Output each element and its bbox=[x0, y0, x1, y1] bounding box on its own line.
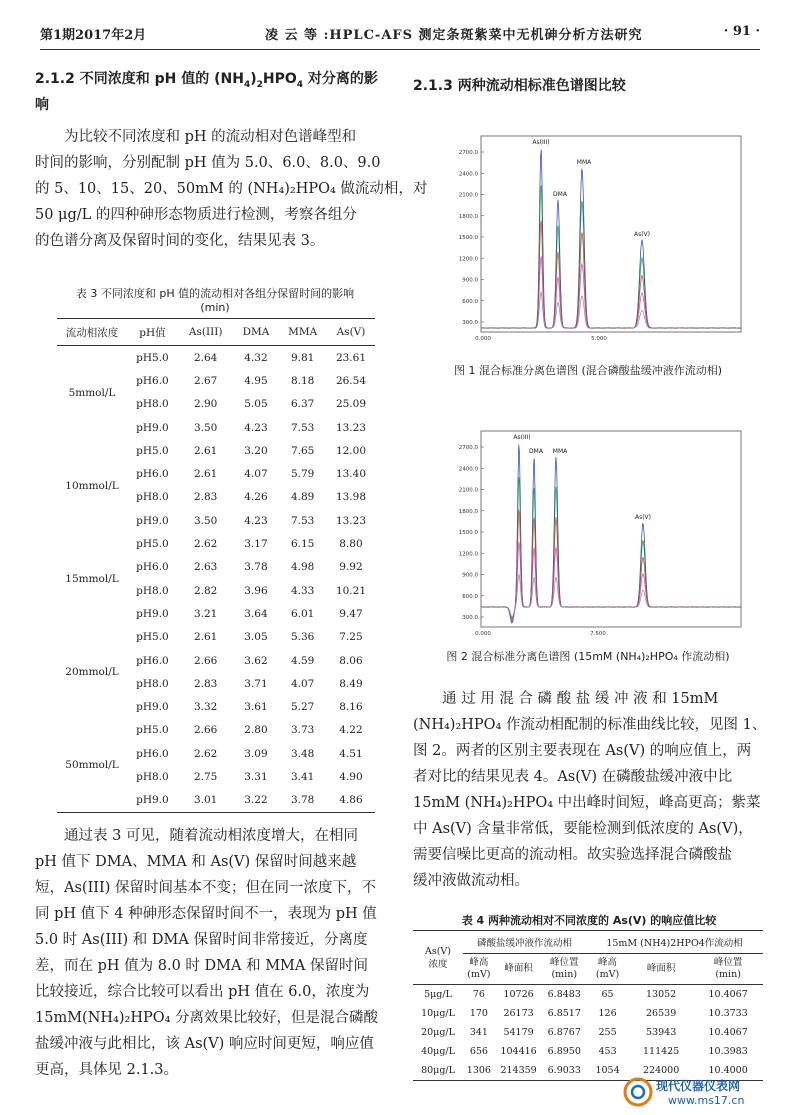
table3-cell: 4.90 bbox=[339, 770, 363, 783]
table3-cell: pH5.0 bbox=[136, 351, 169, 364]
paragraph-1 bbox=[35, 124, 428, 254]
table3-cell: 4.07 bbox=[290, 677, 315, 690]
issue-info: 第1期2017年2月 bbox=[40, 28, 147, 43]
table3-cell: 4.23 bbox=[244, 421, 268, 434]
peak-label: MMA bbox=[552, 448, 568, 455]
y-tick-label: 2100.0 bbox=[458, 487, 478, 494]
table4-cell: 10.3983 bbox=[708, 1046, 748, 1057]
table3-cell: pH5.0 bbox=[136, 538, 169, 551]
table3-conc-cell: 15mmol/L bbox=[65, 572, 119, 585]
table3-row bbox=[57, 626, 375, 649]
table3-cell: pH8.0 bbox=[136, 584, 169, 597]
table3-cell: 2.67 bbox=[193, 374, 218, 387]
table4-cell: 1306 bbox=[466, 1065, 491, 1076]
table4-cell: 656 bbox=[469, 1046, 488, 1057]
series-trace bbox=[481, 292, 741, 328]
table4-cell: 453 bbox=[598, 1046, 617, 1057]
table3-cell: 26.54 bbox=[335, 374, 366, 387]
y-tick-label: 2400.0 bbox=[458, 171, 478, 178]
table3-cell: 2.66 bbox=[193, 724, 218, 737]
paragraph-line: 的 5、10、15、20、50mM 的 (NH₄)₂HPO₄ 做流动相，对 bbox=[35, 181, 428, 197]
table3-cell: 2.62 bbox=[193, 747, 218, 760]
section-2-1-3-title: 2.1.3 两种流动相标准色谱图比较 bbox=[413, 78, 626, 94]
series-trace bbox=[481, 256, 741, 328]
peak-label: MMA bbox=[576, 159, 592, 166]
t4-sub-pos2: 峰位置 (min) bbox=[713, 957, 743, 980]
table3-cell: 13.98 bbox=[335, 491, 366, 504]
y-tick-label: 2400.0 bbox=[458, 466, 478, 473]
table3-cell: 3.50 bbox=[193, 421, 218, 434]
table3-cell: 5.27 bbox=[290, 701, 315, 714]
table4-cell: 6.8950 bbox=[547, 1046, 581, 1057]
table3-cell: 8.49 bbox=[339, 677, 363, 690]
y-tick-label: 1800.0 bbox=[458, 213, 478, 220]
peak-label: DMA bbox=[529, 448, 543, 455]
y-tick-label: 2100.0 bbox=[458, 192, 478, 199]
table3-cell: 8.80 bbox=[339, 538, 363, 551]
paragraph-line: 者对比的结果见表 4。As(V) 在磷酸盐缓冲液中比 bbox=[413, 769, 733, 785]
table4-cell: 10.4000 bbox=[708, 1065, 748, 1076]
table3-cell: pH8.0 bbox=[136, 491, 169, 504]
table4-cell: 6.9033 bbox=[547, 1065, 581, 1076]
table4-cell: 13052 bbox=[629, 985, 693, 1005]
table3-cell: 2.83 bbox=[193, 491, 218, 504]
series-trace bbox=[481, 185, 741, 328]
y-tick-label: 300.0 bbox=[462, 320, 478, 326]
peak-label: As(III) bbox=[532, 139, 550, 146]
paragraph-line: 时间的影响，分别配制 pH 值为 5.0、6.0、8.0、9.0 bbox=[35, 155, 381, 171]
paragraph-line: 比较接近，综合比较可以看出 pH 值在 6.0，浓度为 bbox=[35, 984, 370, 1000]
table3-conc-cell: 10mmol/L bbox=[65, 479, 119, 492]
header-rule bbox=[40, 49, 760, 50]
table4-cell: 20μg/L bbox=[421, 1027, 455, 1038]
logo-url: www.ms17.cn bbox=[668, 1094, 745, 1107]
table3-cell: pH5.0 bbox=[136, 631, 169, 644]
watermark-logo bbox=[622, 1075, 792, 1109]
y-tick-label: 1200.0 bbox=[458, 256, 478, 263]
table3-cell: 4.51 bbox=[339, 747, 363, 760]
logo-name: 现代仪器仪表网 bbox=[656, 1079, 741, 1093]
table3-cell: 2.61 bbox=[193, 444, 218, 457]
x-tick-label: 0.000 bbox=[475, 631, 491, 637]
table3-cell: 8.18 bbox=[290, 374, 315, 387]
table3-cell: 3.71 bbox=[244, 677, 268, 690]
table3-cell: 5.79 bbox=[290, 468, 315, 481]
page-number: · 91 · bbox=[723, 24, 760, 39]
table3-cell: 4.33 bbox=[290, 584, 315, 597]
table4-cell: 5μg/L bbox=[413, 985, 463, 1005]
peak-label: As(III) bbox=[513, 434, 531, 441]
table3-row bbox=[57, 439, 375, 462]
running-title: 凌 云 等 :HPLC-AFS 测定条斑紫菜中无机砷分析方法研究 bbox=[265, 28, 643, 43]
table4-cell: 6.8483 bbox=[542, 985, 586, 1005]
paragraph-line: 差，而在 pH 值为 8.0 时 DMA 和 MMA 保留时间 bbox=[35, 958, 368, 974]
logo-ring-icon bbox=[625, 1079, 651, 1105]
table3-cell: 2.62 bbox=[193, 538, 218, 551]
table3-cell: 2.83 bbox=[193, 677, 218, 690]
table3-cell: 5.05 bbox=[244, 398, 268, 411]
section-2-1-2-title: 2.1.2 不同浓度和 pH 值的 $(NH_4)_2HPO_4$ 对分离的影 响 bbox=[35, 71, 378, 113]
table4-group2: 15mM (NH4)2HPO4作流动相 bbox=[586, 931, 763, 954]
paragraph-line: 50 μg/L 的四种砷形态物质进行检测，考察各组分 bbox=[35, 207, 357, 223]
table3-header: As(III) bbox=[178, 319, 234, 346]
table4-group1: 磷酸盐缓冲液作流动相 bbox=[463, 931, 586, 954]
t4-sub-area2: 峰面积 bbox=[646, 963, 676, 974]
table4-cell: 255 bbox=[598, 1027, 617, 1038]
table3-cell: 4.95 bbox=[244, 374, 268, 387]
table3 bbox=[57, 318, 375, 813]
series-trace bbox=[481, 221, 741, 328]
running-header bbox=[40, 22, 760, 46]
table3-cell: 13.23 bbox=[335, 421, 366, 434]
table3-header: pH值 bbox=[127, 319, 178, 346]
y-tick-label: 1200.0 bbox=[458, 551, 478, 558]
y-tick-label: 900.0 bbox=[462, 277, 478, 284]
table3-cell: 4.98 bbox=[290, 561, 315, 574]
table4-cell: 40μg/L bbox=[421, 1046, 455, 1057]
table3-cell: 4.26 bbox=[244, 491, 268, 504]
table3-cell: pH9.0 bbox=[136, 514, 169, 527]
table3-cell: 3.20 bbox=[244, 444, 268, 457]
table3-cell: 2.61 bbox=[193, 468, 218, 481]
table3-row bbox=[57, 719, 375, 742]
paragraph-line: 同 pH 值下 4 种砷形态保留时间不一，表现为 pH 值 bbox=[35, 906, 377, 922]
table3-cell: 4.86 bbox=[339, 794, 363, 807]
table4-rowhead: As(V) 浓度 bbox=[424, 945, 451, 970]
table3-cell: 7.53 bbox=[290, 421, 315, 434]
table4-cell: 214359 bbox=[500, 1065, 537, 1076]
table4 bbox=[413, 930, 763, 1081]
table4-cell: 1054 bbox=[595, 1065, 620, 1076]
table4-row bbox=[413, 1042, 763, 1061]
table3-cell: pH6.0 bbox=[136, 747, 169, 760]
table3-cell: 2.82 bbox=[193, 584, 218, 597]
table3-cell: pH9.0 bbox=[136, 794, 169, 807]
table3-cell: 4.89 bbox=[290, 491, 315, 504]
table3-cell: 8.06 bbox=[339, 654, 363, 667]
table4-cell: 65 bbox=[586, 985, 629, 1005]
table3-cell: 7.65 bbox=[290, 444, 315, 457]
table4-cell: 10.4067 bbox=[693, 985, 763, 1005]
table3-cell: pH5.0 bbox=[136, 444, 169, 457]
table3-cell: pH6.0 bbox=[136, 561, 169, 574]
table4-cell: 10.3733 bbox=[708, 1008, 748, 1019]
table3-cell: 2.75 bbox=[193, 770, 218, 783]
x-tick-label: 0.000 bbox=[475, 336, 491, 342]
table3-cell: 3.50 bbox=[193, 514, 218, 527]
table4-cell: 224000 bbox=[643, 1065, 680, 1076]
table3-conc-cell: 5mmol/L bbox=[68, 386, 116, 399]
paragraph-2 bbox=[35, 823, 395, 1083]
x-tick-label: 5.000 bbox=[591, 336, 607, 342]
t4-sub-pos1: 峰位置 (min) bbox=[550, 957, 579, 980]
table3-cell: 3.61 bbox=[244, 701, 268, 714]
table3-cell: 3.05 bbox=[244, 631, 268, 644]
table4-cell: 170 bbox=[469, 1008, 488, 1019]
series-trace bbox=[481, 150, 741, 328]
table3-cell: 9.47 bbox=[339, 607, 363, 620]
table3-cell: 3.41 bbox=[290, 770, 315, 783]
y-tick-label: 1500.0 bbox=[458, 530, 478, 536]
table3-cell: 3.62 bbox=[244, 654, 268, 667]
table3-cell: 3.31 bbox=[244, 770, 268, 783]
table3-cell: pH8.0 bbox=[136, 770, 169, 783]
paragraph-line: 图 2。两者的区别主要表现在 As(V) 的响应值上，两 bbox=[413, 743, 752, 759]
table3-cell: 3.09 bbox=[244, 747, 268, 760]
table4-cell: 53943 bbox=[646, 1027, 677, 1038]
table3-cell: 6.37 bbox=[290, 398, 315, 411]
paragraph-line: (NH₄)₂HPO₄ 作流动相配制的标准曲线比较，见图 1、 bbox=[413, 717, 767, 733]
paragraph-line: 中 As(V) 含量非常低，要能检测到低浓度的 As(V)， bbox=[413, 821, 753, 837]
table3-cell: 2.66 bbox=[193, 654, 218, 667]
paragraph-line: 短，As(III) 保留时间基本不变；但在同一浓度下，不 bbox=[35, 880, 377, 896]
table3-cell: 7.53 bbox=[290, 514, 315, 527]
y-tick-label: 300.0 bbox=[462, 615, 478, 621]
table3-cell: 9.81 bbox=[290, 351, 315, 364]
paragraph-line: 15mM (NH₄)₂HPO₄ 中出峰时间短，峰高更高；紫菜 bbox=[413, 795, 761, 811]
table3-conc-cell: 50mmol/L bbox=[65, 759, 119, 772]
table3-cell: 9.92 bbox=[339, 561, 363, 574]
peak-label: As(V) bbox=[634, 514, 652, 521]
table4-cell: 126 bbox=[598, 1008, 617, 1019]
y-tick-label: 2700.0 bbox=[458, 445, 478, 451]
table3-cell: 3.78 bbox=[290, 794, 315, 807]
y-tick-label: 2700.0 bbox=[458, 150, 478, 156]
paragraph-line: 通过表 3 可见，随着流动相浓度增大，在相同 bbox=[64, 828, 358, 844]
table3-cell: 2.61 bbox=[193, 631, 218, 644]
table3-conc-cell: 20mmol/L bbox=[65, 666, 119, 679]
table3-cell: 4.32 bbox=[244, 351, 268, 364]
table4-cell: 104416 bbox=[500, 1046, 537, 1057]
y-tick-label: 1800.0 bbox=[458, 508, 478, 515]
table3-cell: 4.23 bbox=[244, 514, 268, 527]
table4-row bbox=[413, 1004, 763, 1023]
x-tick-label: 7.500 bbox=[590, 631, 606, 637]
paragraph-3 bbox=[413, 686, 765, 894]
paragraph-line: 15mM(NH₄)₂HPO₄ 分离效果比较好，但是混合磷酸 bbox=[35, 1010, 379, 1026]
table4-cell: 54179 bbox=[503, 1027, 534, 1038]
table3-cell: 13.40 bbox=[335, 468, 366, 481]
table3-cell: pH8.0 bbox=[136, 398, 169, 411]
table4-cell: 26539 bbox=[646, 1008, 677, 1019]
table4-cell: 10.4067 bbox=[708, 1027, 748, 1038]
y-tick-label: 1500.0 bbox=[458, 235, 478, 241]
table3-cell: 3.96 bbox=[244, 584, 268, 597]
table3-cell: 3.21 bbox=[193, 607, 218, 620]
table3-cell: 6.15 bbox=[290, 538, 315, 551]
peak-label: DMA bbox=[553, 191, 567, 198]
figure-1-chromatogram bbox=[448, 130, 748, 360]
table4-row bbox=[413, 985, 763, 1005]
table3-cell: pH9.0 bbox=[136, 421, 169, 434]
table3-cell: pH9.0 bbox=[136, 607, 169, 620]
table3-row bbox=[57, 532, 375, 555]
table3-cell: 7.25 bbox=[339, 631, 363, 644]
table3-cell: 12.00 bbox=[335, 444, 366, 457]
table3-cell: 3.22 bbox=[244, 794, 268, 807]
table3-cell: 3.48 bbox=[290, 747, 315, 760]
table4-cell: 6.8517 bbox=[547, 1008, 581, 1019]
paragraph-line: 更高，具体见 2.1.3。 bbox=[35, 1062, 179, 1078]
peak-label: As(V) bbox=[633, 231, 651, 238]
table3-header: DMA bbox=[233, 319, 278, 346]
table4-caption: 表 4 两种流动相对不同浓度的 As(V) 的响应值比较 bbox=[461, 914, 717, 927]
table3-cell: 4.22 bbox=[339, 724, 363, 737]
t4-sub-height2: 峰高 (mV) bbox=[595, 957, 620, 980]
y-tick-label: 600.0 bbox=[462, 593, 478, 600]
table3-cell: 3.17 bbox=[244, 538, 268, 551]
table3-cell: 5.36 bbox=[290, 631, 315, 644]
table3-cell: 2.80 bbox=[244, 724, 268, 737]
table3-cell: pH8.0 bbox=[136, 677, 169, 690]
table3-cell: 3.78 bbox=[244, 561, 268, 574]
paragraph-line: 盐缓冲液与此相比，该 As(V) 响应时间更短，响应值 bbox=[35, 1036, 374, 1052]
table4-cell: 76 bbox=[463, 985, 495, 1005]
table4-row bbox=[413, 1023, 763, 1042]
table3-cell: 3.32 bbox=[193, 701, 218, 714]
table3-header: MMA bbox=[278, 319, 327, 346]
t4-sub-height1: 峰高 (mV) bbox=[467, 957, 491, 980]
table3-cell: 25.09 bbox=[335, 398, 366, 411]
table4-cell: 26173 bbox=[503, 1008, 534, 1019]
figure-2-caption: 图 2 混合标准分离色谱图 (15mM (NH₄)₂HPO₄ 作流动相) bbox=[446, 650, 730, 663]
paragraph-line: 的色谱分离及保留时间的变化，结果见表 3。 bbox=[35, 233, 325, 249]
table3-cell: 3.73 bbox=[290, 724, 315, 737]
table3-header: 流动相浓度 bbox=[57, 319, 127, 346]
table4-cell: 111425 bbox=[643, 1046, 680, 1057]
figure-1-caption: 图 1 混合标准分离色谱图 (混合磷酸盐缓冲液作流动相) bbox=[453, 364, 723, 377]
table3-cell: 13.23 bbox=[335, 514, 366, 527]
paragraph-line: pH 值下 DMA、MMA 和 As(V) 保留时间越来越 bbox=[35, 854, 357, 870]
y-tick-label: 600.0 bbox=[462, 298, 478, 305]
table3-cell: 6.01 bbox=[290, 607, 315, 620]
table3-caption: 表 3 不同浓度和 pH 值的流动相对各组分保留时间的影响 (min) bbox=[75, 287, 355, 314]
paragraph-line: 5.0 时 As(III) 和 DMA 保留时间非常接近，分离度 bbox=[35, 932, 368, 948]
table3-cell: 3.64 bbox=[244, 607, 268, 620]
table4-cell: 10μg/L bbox=[421, 1008, 455, 1019]
table3-cell: 4.07 bbox=[244, 468, 268, 481]
table3-cell: pH5.0 bbox=[136, 724, 169, 737]
table3-cell: pH9.0 bbox=[136, 701, 169, 714]
figure-2-chromatogram bbox=[448, 425, 748, 640]
t4-sub-area1: 峰面积 bbox=[504, 963, 533, 974]
table3-cell: 23.61 bbox=[335, 351, 366, 364]
table3-header: As(V) bbox=[327, 319, 375, 346]
table3-cell: 2.64 bbox=[193, 351, 218, 364]
paragraph-line: 为比较不同浓度和 pH 的流动相对色谱峰型和 bbox=[64, 129, 357, 145]
table4-cell: 6.8767 bbox=[547, 1027, 581, 1038]
table4-cell: 341 bbox=[469, 1027, 488, 1038]
table3-cell: pH6.0 bbox=[136, 654, 169, 667]
table4-cell: 80μg/L bbox=[421, 1065, 455, 1076]
logo-inner-icon bbox=[632, 1086, 644, 1098]
table3-cell: pH6.0 bbox=[136, 468, 169, 481]
paragraph-line: 需要信噪比更高的流动相。故实验选择混合磷酸盐 bbox=[413, 847, 732, 863]
table3-cell: 2.90 bbox=[193, 398, 218, 411]
paragraph-line: 通 过 用 混 合 磷 酸 盐 缓 冲 液 和 15mM bbox=[442, 691, 719, 707]
plot-frame bbox=[481, 136, 741, 332]
y-tick-label: 900.0 bbox=[462, 572, 478, 579]
table3-cell: 4.59 bbox=[290, 654, 315, 667]
series-trace bbox=[481, 574, 741, 617]
table3-row bbox=[57, 346, 375, 370]
paragraph-line: 缓冲液做流动相。 bbox=[413, 873, 529, 889]
table3-cell: 2.63 bbox=[193, 561, 218, 574]
table4-cell: 10726 bbox=[495, 985, 543, 1005]
table3-cell: 3.01 bbox=[193, 794, 218, 807]
series-trace bbox=[481, 510, 741, 620]
table3-cell: 8.16 bbox=[339, 701, 363, 714]
table3-cell: 10.21 bbox=[335, 584, 366, 597]
table3-cell: pH6.0 bbox=[136, 374, 169, 387]
